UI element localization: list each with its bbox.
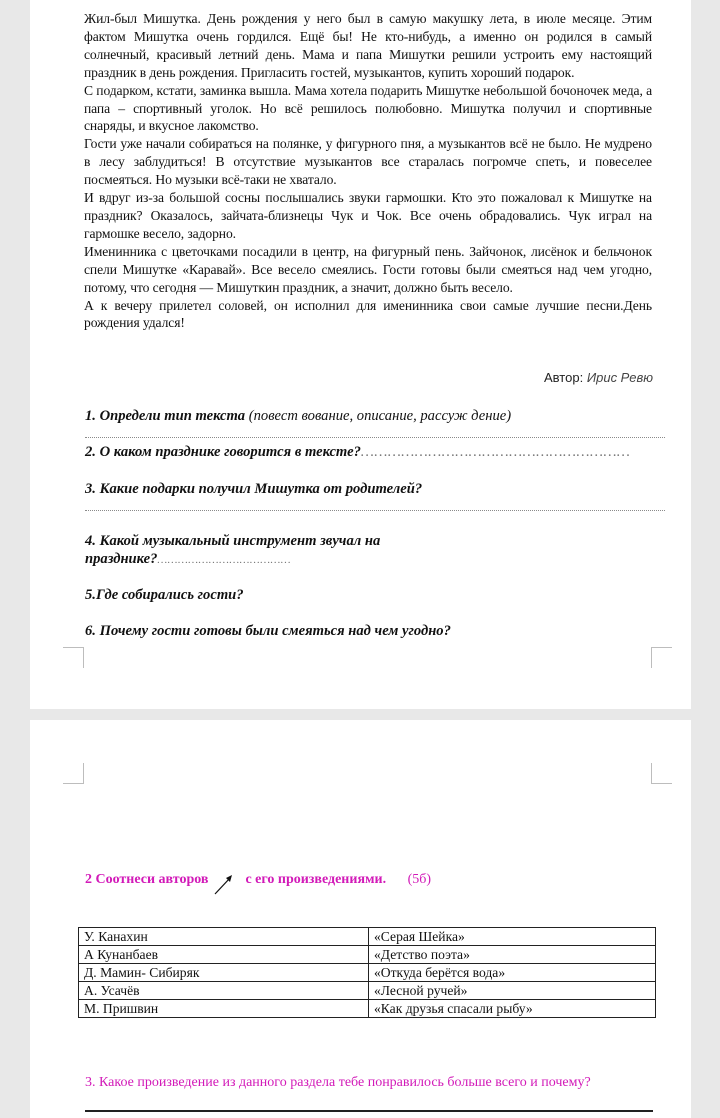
document-page-1 (30, 0, 691, 709)
author-name: Ирис Ревю (586, 370, 653, 385)
question-1 (85, 407, 511, 425)
question-5-text: 5.Где собирались гости? (85, 587, 244, 603)
margin-corner-mark (651, 647, 672, 668)
author-cell: Д. Мамин- Сибиряк (79, 964, 369, 982)
task-2-label-before: 2 Соотнеси авторов (85, 872, 209, 887)
question-5 (85, 586, 244, 604)
author-label: Автор: (544, 370, 584, 385)
question-6-text: 6. Почему гости готовы были смеяться над чем угодно? (85, 623, 451, 639)
answer-dots-2[interactable]: …………………………………………………… (360, 444, 631, 460)
story-paragraph-5: Именинника с цветочками посадили в центр, на фигурный пень. Зайчонок, лисёнок и бельчонок спели Мишутке «Каравай». Все весело смеялись. Гости готовы были смеяться над чем угодно, потому, что сегодня — Мишуткин праздник, а значит, должно быть весело. (84, 243, 652, 295)
task-2-heading (85, 872, 431, 888)
answer-dots-4[interactable]: ………………………………… (157, 554, 292, 566)
task-2-label-after: с его произведениями. (245, 872, 387, 887)
table-row (79, 982, 656, 1000)
story-paragraph-1: Жил-был Мишутка. День рождения у него был в самую макушку лета, в июле месяце. Этим фактом Мишутка очень гордился. Ещё бы! Не кто-нибудь, а именно он родился в самый солнечный, красивый летний день. Мама и папа Мишутки решили устроить ему настоящий праздник в день рождения. Пригласить гостей, музыкантов, купить хороший подарок. (84, 11, 652, 80)
answer-line-3[interactable] (85, 510, 665, 511)
work-cell: «Как друзья спасали рыбу» (369, 1000, 656, 1018)
task-2-score: (5б) (407, 872, 432, 887)
table-row (79, 946, 656, 964)
table-row (79, 1000, 656, 1018)
question-4 (85, 532, 380, 569)
answer-line-task-3[interactable] (85, 1110, 653, 1112)
margin-corner-mark (63, 763, 84, 784)
question-2-text: 2. О каком празднике говорится в тексте? (85, 444, 361, 460)
author-cell: М. Пришвин (79, 1000, 369, 1018)
story-paragraph-6: А к вечеру прилетел соловей, он исполнил для именинника свои самые лучшие песни.День рождения удался! (84, 297, 652, 331)
document-page-2 (30, 720, 691, 1118)
task-3-heading: 3. Какое произведение из данного раздела тебе понравилось больше всего и почему? (85, 1075, 591, 1090)
author-cell: А. Усачёв (79, 982, 369, 1000)
arrow-icon (212, 873, 236, 897)
question-1-text: 1. Определи тип текста (85, 408, 246, 424)
question-1-hint: (повест вование, описание, рассуж дение) (248, 408, 512, 424)
story-paragraph-4: И вдруг из-за большой сосны послышались звуки гармошки. Кто это пожаловал к Мишутке на праздник? Оказалось, зайчата-близнецы Чук и Чок. Все очень обрадовались. Чук играл на гармошке весело, задорно. (84, 190, 652, 241)
question-4-text-line2: празднике? (85, 551, 158, 567)
question-3 (85, 480, 422, 498)
question-2 (85, 443, 630, 461)
table-row (79, 928, 656, 946)
answer-line-1[interactable] (85, 437, 665, 438)
story-paragraph-3: Гости уже начали собираться на полянке, у фигурного пня, а музыкантов всё не было. Не мудрено в лесу заблудиться! В отсутствие музыкантов все старалась погромче спеть, и повеселее посмеяться. Но музыки всё-таки не хватало. (84, 136, 652, 188)
question-6 (85, 622, 451, 640)
work-cell: «Детство поэта» (369, 946, 656, 964)
question-3-text: 3. Какие подарки получил Мишутка от родителей? (85, 481, 423, 497)
author-cell: У. Канахин (79, 928, 369, 946)
margin-corner-mark (63, 647, 84, 668)
story-text (84, 10, 652, 332)
author-cell: А Кунанбаев (79, 946, 369, 964)
margin-corner-mark (651, 763, 672, 784)
story-author (544, 370, 653, 385)
work-cell: «Откуда берётся вода» (369, 964, 656, 982)
question-4-text-line1: 4. Какой музыкальный инструмент звучал на (85, 533, 381, 549)
matching-table (78, 927, 656, 1018)
table-row (79, 964, 656, 982)
story-paragraph-2: С подарком, кстати, заминка вышла. Мама хотела подарить Мишутке небольшой бочоночек меда, а папа – спортивный уголок. Но всё решилось полюбовно. Мишутка получил и спортивные снаряды, и вкусное лакомство. (84, 82, 653, 134)
work-cell: «Лесной ручей» (369, 982, 656, 1000)
work-cell: «Серая Шейка» (369, 928, 656, 946)
